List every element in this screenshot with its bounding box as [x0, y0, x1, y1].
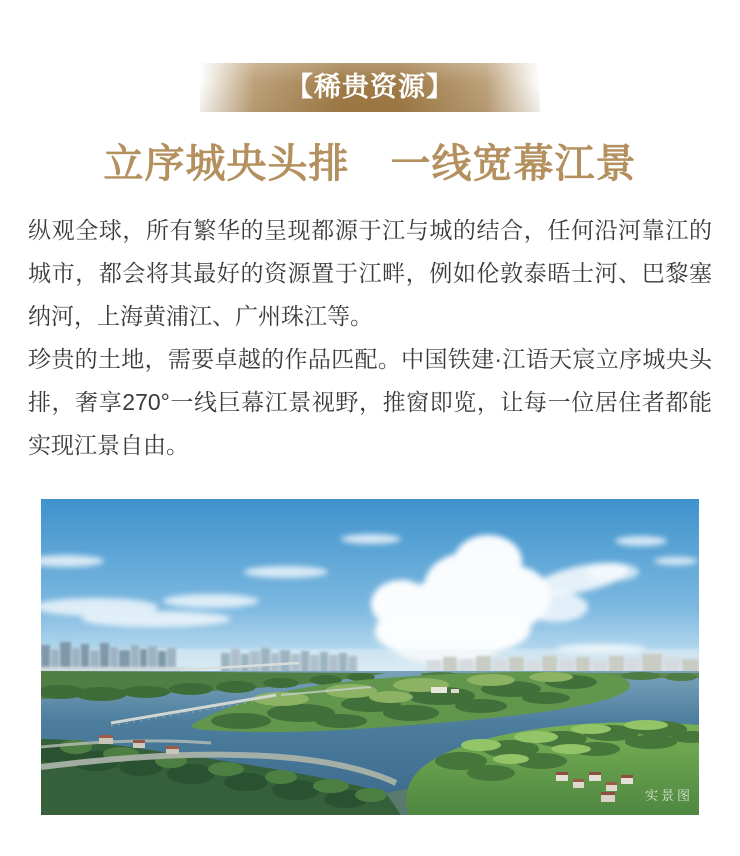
body-paragraph: 珍贵的土地，需要卓越的作品匹配。中国铁建·江语天宸立序城央头排，奢享270°一线巨幕江景视野，推窗即览，让每一位居住者都能实现江景自由。 [28, 346, 712, 458]
body-paragraph: 纵观全球，所有繁华的呈现都源于江与城的结合，任何沿河靠江的城市，都会将其最好的资源置于江畔，例如伦敦泰晤士河、巴黎塞纳河，上海黄浦江、广州珠江等。 [28, 217, 712, 329]
island-building [431, 687, 447, 693]
aerial-river-photo-illustration [41, 499, 699, 815]
page-title: 立序城央头排 一线宽幕江景 [103, 142, 637, 186]
photo-watermark: 实景图 [644, 788, 693, 803]
section-badge-label: 【稀贵资源】 [286, 72, 454, 102]
island-building [451, 689, 459, 693]
section-badge [200, 63, 540, 112]
aerial-river-photo [41, 499, 699, 815]
article-body [28, 209, 712, 467]
